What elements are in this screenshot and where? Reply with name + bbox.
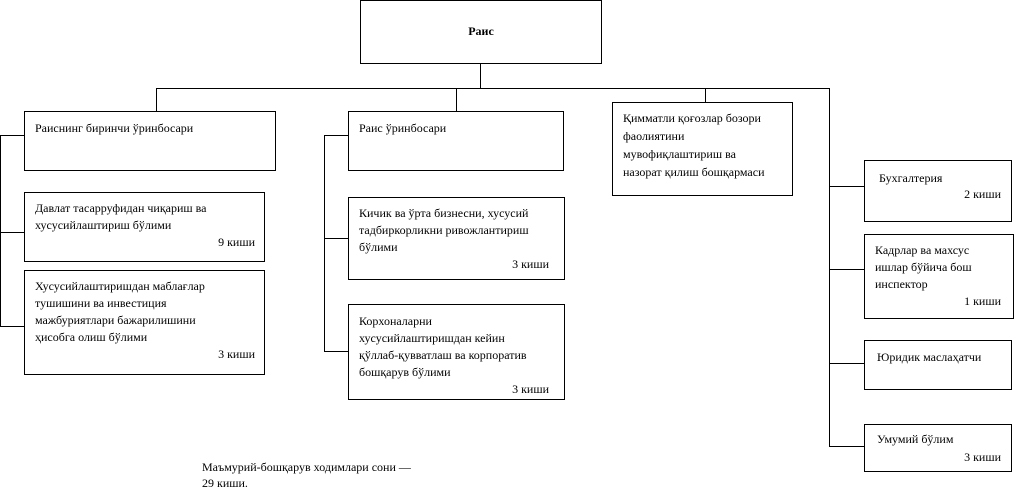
connector-left-trunk (0, 135, 1, 327)
connector-center-trunk (324, 135, 325, 352)
deputy-label: Раис ўринбосари (359, 121, 447, 135)
securities-line: назорат қилиш бошқармаси (623, 165, 765, 179)
hr-inspector-box (864, 234, 1014, 319)
staff-count: 3 киши (512, 257, 549, 271)
unit-line: мажбуриятлари бажарилишини (35, 313, 196, 327)
deputy-box (348, 111, 564, 171)
connector-left-1 (0, 232, 24, 233)
staff-count: 3 киши (512, 382, 549, 396)
unit-line: Кичик ва ўрта бизнесни, хусусий (359, 206, 529, 220)
unit-line: бошқарув бўлими (359, 365, 451, 379)
connector-securities (705, 88, 706, 102)
connector-chairman-down (480, 64, 481, 88)
accounting-box (864, 160, 1012, 222)
securities-line: Қимматли қоғозлар бозори (623, 111, 761, 125)
connector-center-1 (324, 238, 348, 239)
unit-line: қўллаб-қувватлаш ва корпоратив (359, 348, 527, 362)
unit-line: инспектор (875, 277, 928, 291)
privatization-department-box (24, 192, 265, 262)
unit-line: хусусийлаштириш бўлими (35, 218, 172, 232)
first-deputy-box (24, 111, 276, 171)
unit-line: Юридик маслаҳатчи (877, 350, 982, 364)
staff-count: 9 киши (218, 235, 255, 249)
connector-left-2 (0, 326, 24, 327)
securities-line: фаолиятини (623, 129, 685, 143)
connector-first-deputy (156, 88, 157, 111)
connector-center-2 (324, 351, 348, 352)
unit-line: тадбиркорликни ривожлантириш (359, 223, 529, 237)
unit-line: ишлар бўйича бош (875, 260, 972, 274)
legal-advisor-box (864, 340, 1012, 390)
connector-center-top (324, 135, 348, 136)
connector-right-1 (829, 186, 864, 187)
general-department-box (864, 424, 1012, 472)
unit-line: Бухгалтерия (879, 171, 943, 185)
investment-accounting-department-box (24, 270, 265, 375)
connector-left-top (0, 135, 24, 136)
unit-line: Умумий бўлим (877, 432, 954, 446)
connector-right-2 (829, 269, 864, 270)
securities-department-box (612, 102, 793, 196)
unit-line: хусусийлаштиришдан кейин (359, 331, 505, 345)
connector-right-3 (829, 363, 864, 364)
connector-top-bus (156, 88, 829, 89)
connector-right-4 (829, 446, 864, 447)
chairman-box (360, 0, 602, 64)
first-deputy-label: Раиснинг биринчи ўринбосари (35, 121, 194, 135)
connector-right-trunk (829, 88, 830, 447)
chairman-label: Раис (468, 24, 494, 38)
footnote-line: 29 киши. (202, 476, 248, 490)
staff-count: 3 киши (218, 347, 255, 361)
unit-line: тушишини ва инвестиция (35, 296, 167, 310)
staff-count: 1 киши (964, 294, 1001, 308)
staff-count: 3 киши (964, 450, 1001, 464)
unit-line: Хусусийлаштиришдан маблағлар (35, 279, 205, 293)
connector-deputy (456, 88, 457, 111)
unit-line: Давлат тасарруфидан чиқариш ва (35, 201, 207, 215)
unit-line: ҳисобга олиш бўлими (35, 330, 148, 344)
corporate-governance-department-box (348, 304, 565, 400)
staff-count: 2 киши (964, 187, 1001, 201)
footnote-line: Маъмурий-бошқарув ходимлари сони — (202, 460, 411, 474)
unit-line: Корхоналарни (359, 314, 432, 328)
unit-line: Кадрлар ва махсус (875, 243, 970, 257)
unit-line: бўлими (359, 240, 398, 254)
small-business-department-box (348, 197, 565, 280)
securities-line: мувофиқлаштириш ва (623, 147, 736, 161)
